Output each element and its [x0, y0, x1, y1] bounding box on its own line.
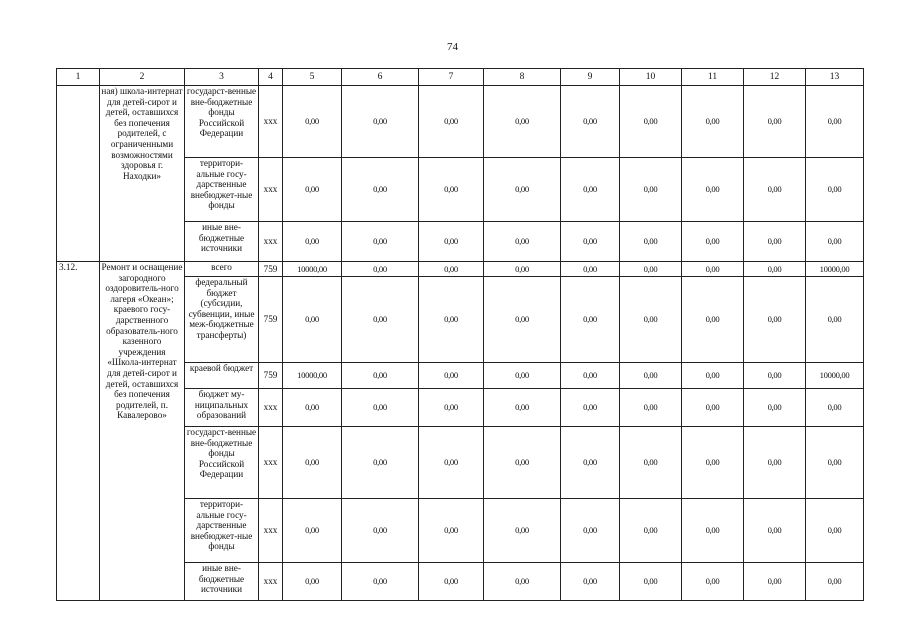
- value-cell: 0,00: [744, 363, 806, 389]
- value-cell: 0,00: [419, 563, 484, 601]
- header-cell: 11: [682, 69, 744, 86]
- code-cell: 759: [259, 277, 283, 363]
- value-cell: 0,00: [561, 427, 620, 499]
- header-cell: 6: [342, 69, 419, 86]
- header-cell: 9: [561, 69, 620, 86]
- value-cell: 0,00: [283, 86, 342, 158]
- header-row: [57, 69, 864, 86]
- value-cell: 0,00: [620, 262, 682, 277]
- value-cell: 0,00: [484, 86, 561, 158]
- budget-table: [56, 68, 864, 601]
- funding-source: всего: [185, 262, 259, 277]
- value-cell: 0,00: [620, 222, 682, 262]
- value-cell: 0,00: [561, 222, 620, 262]
- value-cell: 0,00: [342, 389, 419, 427]
- header-cell: 1: [57, 69, 100, 86]
- code-cell: 759: [259, 262, 283, 277]
- value-cell: 0,00: [744, 222, 806, 262]
- code-cell: ххх: [259, 86, 283, 158]
- value-cell: 0,00: [806, 277, 864, 363]
- value-cell: 0,00: [419, 86, 484, 158]
- value-cell: 0,00: [283, 499, 342, 563]
- code-cell: ххх: [259, 427, 283, 499]
- value-cell: 0,00: [682, 499, 744, 563]
- value-cell: 0,00: [342, 499, 419, 563]
- value-cell: 0,00: [484, 277, 561, 363]
- value-cell: 0,00: [342, 86, 419, 158]
- value-cell: 0,00: [342, 427, 419, 499]
- value-cell: 0,00: [682, 158, 744, 222]
- header-cell: 3: [185, 69, 259, 86]
- funding-source: территори-альные госу-дарственные внебюджет-ные фонды: [185, 158, 259, 222]
- value-cell: 10000,00: [283, 363, 342, 389]
- value-cell: 0,00: [419, 158, 484, 222]
- code-cell: 759: [259, 363, 283, 389]
- funding-source: федеральный бюджет (субсидии, субвенции, иные меж-бюджетные трансферты): [185, 277, 259, 363]
- value-cell: 0,00: [342, 277, 419, 363]
- value-cell: 0,00: [419, 389, 484, 427]
- value-cell: 0,00: [620, 277, 682, 363]
- value-cell: 0,00: [744, 86, 806, 158]
- code-cell: ххх: [259, 222, 283, 262]
- value-cell: 0,00: [484, 563, 561, 601]
- funding-source: государст-венные вне-бюджетные фонды Российской Федерации: [185, 427, 259, 499]
- value-cell: 0,00: [806, 158, 864, 222]
- activity-name: ная) школа-интернат для детей-сирот и детей, оставшихся без попечения родителей, с ограниченными возможностями здоровья г. Находки»: [100, 86, 185, 262]
- value-cell: 0,00: [744, 389, 806, 427]
- value-cell: 0,00: [419, 262, 484, 277]
- code-cell: ххх: [259, 158, 283, 222]
- table-row: [57, 86, 864, 158]
- value-cell: 0,00: [342, 158, 419, 222]
- value-cell: 0,00: [682, 427, 744, 499]
- value-cell: 0,00: [682, 86, 744, 158]
- value-cell: 0,00: [419, 277, 484, 363]
- value-cell: 0,00: [682, 563, 744, 601]
- value-cell: 0,00: [620, 158, 682, 222]
- value-cell: 10000,00: [283, 262, 342, 277]
- value-cell: 0,00: [419, 499, 484, 563]
- funding-source: иные вне-бюджетные источники: [185, 222, 259, 262]
- value-cell: 0,00: [682, 389, 744, 427]
- value-cell: 0,00: [484, 363, 561, 389]
- value-cell: 0,00: [620, 363, 682, 389]
- value-cell: 0,00: [342, 563, 419, 601]
- value-cell: 0,00: [561, 499, 620, 563]
- header-cell: 10: [620, 69, 682, 86]
- value-cell: 0,00: [620, 427, 682, 499]
- value-cell: 0,00: [744, 262, 806, 277]
- value-cell: 0,00: [682, 222, 744, 262]
- value-cell: 0,00: [561, 262, 620, 277]
- value-cell: 0,00: [484, 427, 561, 499]
- code-cell: ххх: [259, 563, 283, 601]
- header-cell: 13: [806, 69, 864, 86]
- header-cell: 2: [100, 69, 185, 86]
- value-cell: 0,00: [283, 222, 342, 262]
- value-cell: 0,00: [484, 499, 561, 563]
- funding-source: государст-венные вне-бюджетные фонды Российской Федерации: [185, 86, 259, 158]
- header-cell: 4: [259, 69, 283, 86]
- activity-name: Ремонт и оснащение загородного оздоровитель-ного лагеря «Океан»; краевого госу-дарственного образователь-ного казенного учреждения «Школа-интернат для детей-сирот и детей, оставшихся без попечения родителей, п. Кавалерово»: [100, 262, 185, 601]
- value-cell: 0,00: [484, 389, 561, 427]
- value-cell: 0,00: [342, 363, 419, 389]
- value-cell: 0,00: [682, 363, 744, 389]
- funding-source: краевой бюджет: [185, 363, 259, 389]
- value-cell: 0,00: [561, 389, 620, 427]
- value-cell: 0,00: [620, 563, 682, 601]
- value-cell: 0,00: [806, 563, 864, 601]
- header-cell: 8: [484, 69, 561, 86]
- value-cell: 0,00: [419, 222, 484, 262]
- value-cell: 0,00: [744, 158, 806, 222]
- value-cell: 0,00: [283, 277, 342, 363]
- value-cell: 0,00: [484, 262, 561, 277]
- page-number: 74: [447, 41, 458, 53]
- value-cell: 0,00: [744, 563, 806, 601]
- value-cell: 0,00: [283, 158, 342, 222]
- value-cell: 0,00: [806, 86, 864, 158]
- value-cell: 0,00: [283, 389, 342, 427]
- funding-source: иные вне-бюджетные источники: [185, 563, 259, 601]
- value-cell: 0,00: [806, 427, 864, 499]
- value-cell: 0,00: [484, 158, 561, 222]
- value-cell: 0,00: [744, 427, 806, 499]
- table-row: [57, 262, 864, 277]
- value-cell: 0,00: [744, 277, 806, 363]
- value-cell: 0,00: [682, 277, 744, 363]
- value-cell: 0,00: [283, 427, 342, 499]
- value-cell: 0,00: [561, 277, 620, 363]
- funding-source: бюджет му-ниципальных образований: [185, 389, 259, 427]
- code-cell: ххх: [259, 389, 283, 427]
- value-cell: 0,00: [806, 499, 864, 563]
- value-cell: 0,00: [682, 262, 744, 277]
- header-cell: 12: [744, 69, 806, 86]
- header-cell: 7: [419, 69, 484, 86]
- funding-source: территори-альные госу-дарственные внебюджет-ные фонды: [185, 499, 259, 563]
- code-cell: ххх: [259, 499, 283, 563]
- value-cell: 0,00: [806, 389, 864, 427]
- value-cell: 0,00: [561, 158, 620, 222]
- value-cell: 0,00: [744, 499, 806, 563]
- value-cell: 0,00: [419, 363, 484, 389]
- value-cell: 10000,00: [806, 363, 864, 389]
- value-cell: 0,00: [620, 389, 682, 427]
- value-cell: 0,00: [283, 563, 342, 601]
- value-cell: 0,00: [806, 222, 864, 262]
- value-cell: 10000,00: [806, 262, 864, 277]
- value-cell: 0,00: [561, 86, 620, 158]
- value-cell: 0,00: [484, 222, 561, 262]
- value-cell: 0,00: [620, 86, 682, 158]
- value-cell: 0,00: [620, 499, 682, 563]
- header-cell: 5: [283, 69, 342, 86]
- value-cell: 0,00: [419, 427, 484, 499]
- value-cell: 0,00: [561, 563, 620, 601]
- value-cell: 0,00: [342, 222, 419, 262]
- row-number: [57, 86, 100, 262]
- value-cell: 0,00: [561, 363, 620, 389]
- row-number: 3.12.: [57, 262, 100, 601]
- value-cell: 0,00: [342, 262, 419, 277]
